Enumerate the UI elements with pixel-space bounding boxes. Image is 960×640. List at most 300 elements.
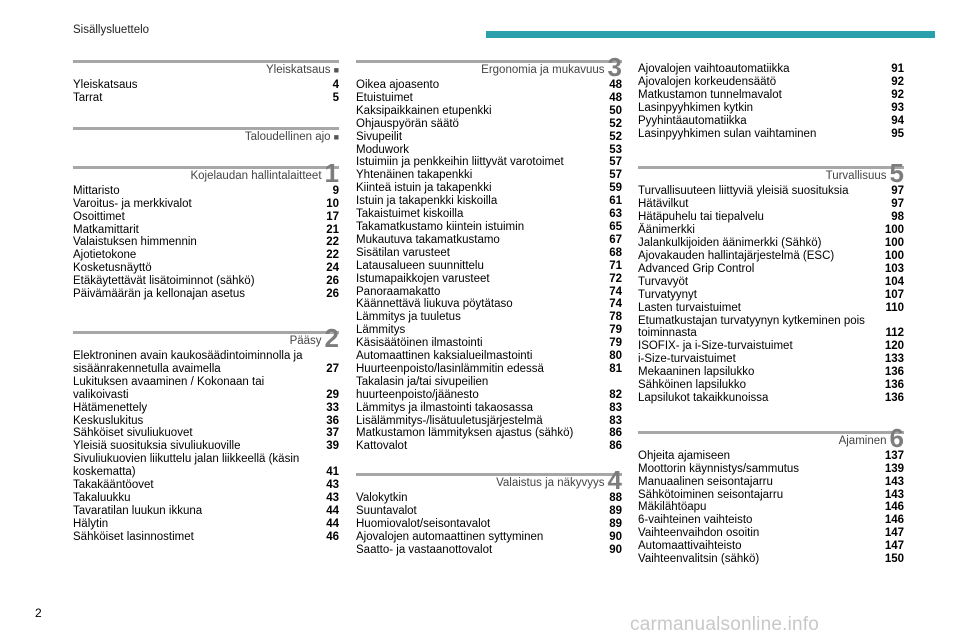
toc-entry-page: 136 xyxy=(884,391,904,404)
toc-entry[interactable] xyxy=(638,540,904,553)
toc-entry[interactable] xyxy=(638,527,904,540)
toc-entry-page: 48 xyxy=(609,79,622,91)
toc-entry-page: 74 xyxy=(609,285,622,298)
toc-entry-page: 24 xyxy=(326,262,339,275)
toc-entry-title: Käsisäätöinen ilmastointi xyxy=(356,337,483,350)
toc-entry-title: Manuaalinen seisontajarru xyxy=(638,475,773,488)
section-heading xyxy=(356,465,622,496)
toc-entry[interactable] xyxy=(356,92,622,105)
toc-entry[interactable] xyxy=(356,440,622,453)
toc-entry-title: Mukautuva takamatkustamo xyxy=(356,233,500,246)
toc-entry[interactable] xyxy=(73,518,339,531)
toc-entry-title: Saatto- ja vastaanottovalot xyxy=(356,543,493,556)
toc-entry[interactable] xyxy=(73,236,339,249)
toc-entry-page: 100 xyxy=(884,249,904,262)
toc-entry-page: 136 xyxy=(884,366,904,379)
section-heading xyxy=(73,157,339,188)
toc-entry[interactable] xyxy=(356,402,622,415)
toc-entry-page: 78 xyxy=(609,311,622,324)
toc-entry-title: Istuimiin ja penkkeihin liittyvät varotoimet xyxy=(356,156,564,169)
toc-entry-title: Istuin ja takapenkki kiskoilla xyxy=(356,195,498,208)
section-title: Yleiskatsaus xyxy=(266,64,331,76)
toc-entry[interactable] xyxy=(638,185,904,198)
toc-entry-page: 104 xyxy=(884,275,904,288)
toc-entry[interactable] xyxy=(73,92,339,105)
toc-entry-page: 92 xyxy=(891,75,904,88)
toc-entry-page: 17 xyxy=(326,210,339,223)
section-title: Taloudellinen ajo xyxy=(244,130,331,143)
toc-entry-page: 143 xyxy=(884,475,904,488)
toc-entry-page: 37 xyxy=(326,427,339,440)
toc-entry-title: Varoitus- ja merkkivalot xyxy=(73,197,192,210)
toc-entry[interactable] xyxy=(73,427,339,440)
toc-entry[interactable] xyxy=(356,247,622,260)
toc-entry-page: 46 xyxy=(326,530,339,543)
toc-entry[interactable] xyxy=(73,249,339,262)
page-number: 2 xyxy=(35,606,42,620)
toc-entry-title: Ohjeita ajamiseen xyxy=(638,449,731,462)
toc-entry[interactable] xyxy=(638,489,904,502)
toc-entry[interactable] xyxy=(356,492,622,505)
toc-entry[interactable] xyxy=(356,260,622,273)
toc-entry-page: 100 xyxy=(884,237,904,250)
toc-entry[interactable] xyxy=(356,156,622,169)
toc-entry[interactable] xyxy=(638,237,904,250)
toc-entry-page: 9 xyxy=(332,184,339,197)
toc-entry-page: 139 xyxy=(884,462,904,475)
toc-entry-page: 133 xyxy=(884,353,904,366)
toc-entry-page: 43 xyxy=(326,491,339,504)
toc-entry-title: Hätävilkut xyxy=(638,198,689,211)
toc-entry[interactable] xyxy=(638,514,904,527)
toc-entry[interactable] xyxy=(356,531,622,544)
toc-entry-title: Mäkilähtöapu xyxy=(638,501,707,514)
toc-entry-page: 147 xyxy=(884,540,904,553)
toc-entry[interactable] xyxy=(356,234,622,247)
toc-entry-title: Huurteenpoisto/lasinlämmitin edessä xyxy=(356,362,544,375)
toc-entry[interactable] xyxy=(638,289,904,302)
toc-entry[interactable] xyxy=(356,182,622,195)
toc-entry-title: Äänimerkki xyxy=(638,224,695,237)
toc-entry-page: 143 xyxy=(884,488,904,501)
toc-entry-title: Automaattinen kaksialueilmastointi xyxy=(356,350,533,363)
toc-entry-page: 26 xyxy=(326,288,339,301)
toc-entry-page: 136 xyxy=(884,379,904,392)
toc-entry-page: 95 xyxy=(891,127,904,140)
toc-entry-title: Vaihteenvalitsin (sähkö) xyxy=(638,553,760,566)
section-number: 3 xyxy=(607,52,622,82)
toc-entry[interactable] xyxy=(356,363,622,376)
toc-entry-title: Etuistuimet xyxy=(356,91,413,104)
section-number: 2 xyxy=(324,322,339,353)
toc-entry[interactable] xyxy=(356,131,622,144)
toc-entry[interactable] xyxy=(638,353,904,366)
toc-entry[interactable] xyxy=(638,302,904,315)
toc-entry[interactable] xyxy=(356,169,622,182)
toc-entry-page: 88 xyxy=(609,492,622,505)
toc-entry-page: 65 xyxy=(609,220,622,233)
toc-entry[interactable] xyxy=(73,224,339,237)
toc-entry-title: Ajotietokone xyxy=(73,249,137,262)
toc-entry[interactable] xyxy=(356,427,622,440)
section-heading xyxy=(356,52,622,82)
toc-entry-title: Turvallisuuteen liittyviä yleisiä suosituksia xyxy=(638,185,849,198)
toc-entry-title: Takaluukku xyxy=(73,491,131,504)
toc-entry-title: Tavaratilan luukun ikkuna xyxy=(73,504,203,517)
toc-entry-title: Lasinpyyhkimen sulan vaihtaminen xyxy=(638,127,817,140)
toc-entry-title: Pyyhintäautomatiikka xyxy=(638,114,747,127)
toc-entry-page: 67 xyxy=(609,233,622,246)
toc-entry-title: Lisälämmitys-/lisätuuletusjärjestelmä xyxy=(356,414,543,427)
toc-entry-title: Turvatyynyt xyxy=(638,288,698,301)
toc-entry-page: 89 xyxy=(609,518,622,531)
toc-entry[interactable] xyxy=(356,376,622,402)
toc-entry[interactable] xyxy=(73,415,339,428)
toc-entry[interactable] xyxy=(73,531,339,544)
toc-entry-page: 147 xyxy=(884,527,904,540)
toc-entry[interactable] xyxy=(356,350,622,363)
toc-entry[interactable] xyxy=(638,76,904,89)
toc-entry-page: 22 xyxy=(326,249,339,262)
toc-entry[interactable] xyxy=(356,298,622,311)
toc-entry-title: Automaattivaihteisto xyxy=(638,540,742,553)
toc-column-1 xyxy=(73,60,339,574)
toc-entry-page: 52 xyxy=(609,130,622,143)
toc-entry-page: 27 xyxy=(326,362,339,375)
toc-entry-page: 57 xyxy=(609,169,622,182)
toc-entry[interactable] xyxy=(356,195,622,208)
toc-section xyxy=(638,63,904,140)
section-title: Ergonomia ja mukavuus xyxy=(481,64,605,76)
toc-entry-page: 110 xyxy=(885,301,904,314)
toc-entry[interactable] xyxy=(356,337,622,350)
toc-entry-title: Kiinteä istuin ja takapenkki xyxy=(356,182,492,195)
toc-entry[interactable] xyxy=(638,476,904,489)
toc-entry[interactable] xyxy=(356,79,622,92)
section-title: Ajaminen xyxy=(838,434,887,447)
toc-entry[interactable] xyxy=(356,118,622,131)
toc-entry[interactable] xyxy=(73,402,339,415)
toc-entry-page: 63 xyxy=(609,208,622,221)
toc-entry-title: ISOFIX- ja i-Size-turvaistuimet xyxy=(638,340,793,353)
toc-entry[interactable] xyxy=(638,102,904,115)
toc-section xyxy=(356,465,622,557)
toc-entry-title: Kaksipaikkainen etupenkki xyxy=(356,104,492,117)
toc-entry-title: Yleiskatsaus xyxy=(73,79,138,91)
toc-entry[interactable] xyxy=(73,440,339,453)
toc-section xyxy=(638,422,904,566)
toc-entry[interactable] xyxy=(73,350,339,376)
toc-entry-page: 86 xyxy=(609,427,622,440)
toc-entry-page: 71 xyxy=(609,259,622,272)
toc-entry-title: Tarrat xyxy=(73,91,103,104)
toc-entry-title: Advanced Grip Control xyxy=(638,262,755,275)
toc-entry-page: 97 xyxy=(891,185,904,198)
toc-entry-title: Ajovakauden hallintajärjestelmä (ESC) xyxy=(638,249,835,262)
toc-entry-page: 94 xyxy=(891,114,904,127)
toc-entry-title: Sähkötoiminen seisontajarru xyxy=(638,488,784,501)
toc-entry-page: 137 xyxy=(884,449,904,462)
toc-entry-title: Päivämäärän ja kellonajan asetus xyxy=(73,288,245,301)
toc-entry-page: 26 xyxy=(326,275,339,288)
toc-entry-title: Sähköinen lapsilukko xyxy=(638,379,747,392)
toc-entry-page: 97 xyxy=(891,198,904,211)
toc-entry-title: Lämmitys ja ilmastointi takaosassa xyxy=(356,401,534,414)
toc-entry[interactable] xyxy=(638,89,904,102)
section-number: 4 xyxy=(607,465,622,496)
toc-entry-page: 36 xyxy=(326,414,339,427)
toc-entry-page: 68 xyxy=(609,246,622,259)
toc-entry-page: 59 xyxy=(609,182,622,195)
section-heading xyxy=(73,322,339,353)
toc-entry-title: Hätämenettely xyxy=(73,401,148,414)
toc-entry-title: Matkustamon tunnelmavalot xyxy=(638,88,782,101)
toc-entry[interactable] xyxy=(73,79,339,92)
toc-entry[interactable] xyxy=(638,224,904,237)
toc-section xyxy=(638,158,904,404)
toc-entry-page: 90 xyxy=(609,531,622,543)
toc-entry-title: Matkamittarit xyxy=(73,223,139,236)
toc-entry-page: 4 xyxy=(332,79,339,91)
toc-entry[interactable] xyxy=(638,250,904,263)
toc-entry[interactable] xyxy=(638,276,904,289)
toc-entry-page: 79 xyxy=(609,337,622,350)
toc-entry-title: Lasten turvaistuimet xyxy=(638,301,741,314)
toc-entry[interactable] xyxy=(638,553,904,566)
toc-entry-page: 5 xyxy=(332,91,339,104)
toc-entry-page: 93 xyxy=(891,101,904,114)
toc-entry-title: Lämmitys ja tuuletus xyxy=(356,311,461,324)
toc-entry-title: Kosketusnäyttö xyxy=(73,262,152,275)
header-accent-bar xyxy=(486,31,935,38)
toc-entry-page: 44 xyxy=(326,517,339,530)
toc-entry-page: 48 xyxy=(609,91,622,104)
toc-entry-page: 83 xyxy=(609,401,622,414)
toc-entry-page: 107 xyxy=(884,288,904,301)
toc-entry-title: Jalankulkijoiden äänimerkki (Sähkö) xyxy=(638,237,822,250)
toc-entry-title: Takakääntöovet xyxy=(73,479,154,492)
toc-entry-title: Vaihteenvaihdon osoitin xyxy=(638,527,760,540)
toc-entry[interactable] xyxy=(356,144,622,157)
toc-entry-title: Kattovalot xyxy=(356,440,408,453)
toc-entry-title: Suuntavalot xyxy=(356,505,417,518)
toc-entry[interactable] xyxy=(73,185,339,198)
toc-entry[interactable] xyxy=(638,128,904,141)
toc-entry-page: 22 xyxy=(326,236,339,249)
section-number: 6 xyxy=(889,422,904,453)
toc-entry-title: Mittaristo xyxy=(73,184,120,197)
toc-entry[interactable] xyxy=(73,211,339,224)
toc-entry-page: 146 xyxy=(884,501,904,514)
section-heading xyxy=(73,130,339,144)
toc-entry-title: Hätäpuhelu tai tiepalvelu xyxy=(638,211,764,224)
toc-entry-title: 6-vaihteinen vaihteisto xyxy=(638,514,753,527)
toc-entry[interactable] xyxy=(73,262,339,275)
toc-entry-title: Lasinpyyhkimen kytkin xyxy=(638,101,754,114)
toc-entry-page: 39 xyxy=(326,440,339,453)
toc-entry-page: 112 xyxy=(885,327,904,340)
toc-entry-page: 79 xyxy=(609,324,622,337)
toc-entry-title: Sivuliukuovien liikuttelu jalan liikkeellä (käsin koskematta) xyxy=(73,453,300,479)
toc-entry-page: 89 xyxy=(609,505,622,518)
toc-entry[interactable] xyxy=(356,324,622,337)
toc-entry-title: Valokytkin xyxy=(356,492,408,505)
toc-entry[interactable] xyxy=(638,450,904,463)
toc-entry-page: 61 xyxy=(609,195,622,208)
section-heading xyxy=(73,63,339,77)
toc-entry[interactable] xyxy=(73,505,339,518)
toc-entry[interactable] xyxy=(638,501,904,514)
toc-entry[interactable] xyxy=(638,379,904,392)
toc-entry[interactable] xyxy=(638,463,904,476)
toc-entry-page: 21 xyxy=(326,223,339,236)
toc-entry-page: 41 xyxy=(326,466,339,479)
toc-entry-title: Valaistuksen himmennin xyxy=(73,236,197,249)
toc-entry[interactable] xyxy=(638,115,904,128)
toc-entry-page: 83 xyxy=(609,414,622,427)
toc-entry-title: Lämmitys xyxy=(356,324,406,337)
toc-entry-title: Takaistuimet kiskoilla xyxy=(356,208,464,221)
toc-entry-title: Keskuslukitus xyxy=(73,414,144,427)
toc-section xyxy=(73,60,339,105)
toc-entry-title: Sähköiset lasinnostimet xyxy=(73,530,194,543)
toc-column-2 xyxy=(356,52,622,587)
toc-entry-title: Ajovalojen automaattinen syttyminen xyxy=(356,531,544,543)
toc-entry-title: Latausalueen suunnittelu xyxy=(356,259,484,272)
toc-entry[interactable] xyxy=(356,105,622,118)
section-number: 5 xyxy=(889,158,904,189)
section-heading xyxy=(638,158,904,189)
toc-entry-page: 98 xyxy=(891,211,904,224)
toc-entry-page: 86 xyxy=(609,440,622,453)
toc-entry-title: Moduwork xyxy=(356,143,410,156)
toc-entry-title: Ajovalojen vaihtoautomatiikka xyxy=(638,63,790,75)
toc-section xyxy=(356,52,622,453)
toc-entry-page: 81 xyxy=(609,362,622,375)
section-title: Turvallisuus xyxy=(825,170,887,183)
toc-entry-page: 53 xyxy=(609,143,622,156)
toc-entry-title: i-Size-turvaistuimet xyxy=(638,353,736,366)
section-number: 1 xyxy=(324,157,339,188)
toc-entry[interactable] xyxy=(638,198,904,211)
toc-entry-page: 10 xyxy=(326,197,339,210)
toc-entry[interactable] xyxy=(73,453,339,479)
toc-entry-title: Etäkäytettävät lisätoiminnot (sähkö) xyxy=(73,275,255,288)
toc-entry-page: 90 xyxy=(609,543,622,556)
toc-entry[interactable] xyxy=(73,479,339,492)
toc-entry-page: 50 xyxy=(609,104,622,117)
toc-entry-page: 146 xyxy=(884,514,904,527)
running-header: Sisällysluettelo xyxy=(73,24,150,36)
section-title: Kojelaudan hallintalaitteet xyxy=(190,169,322,182)
toc-entry-title: Oikea ajoasento xyxy=(356,79,440,91)
toc-entry-title: Lapsilukot takaikkunoissa xyxy=(638,391,769,404)
toc-entry-title: Ohjauspyörän säätö xyxy=(356,117,459,130)
toc-entry-page: 82 xyxy=(609,388,622,401)
toc-entry[interactable] xyxy=(356,544,622,557)
toc-entry[interactable] xyxy=(356,208,622,221)
toc-section xyxy=(73,127,339,144)
toc-entry-title: Istumapaikkojen varusteet xyxy=(356,272,490,285)
toc-entry[interactable] xyxy=(356,286,622,299)
toc-entry[interactable] xyxy=(73,288,339,301)
toc-entry-title: Mekaaninen lapsilukko xyxy=(638,366,755,379)
watermark: carmanualsonline.info xyxy=(630,614,820,635)
toc-entry-page: 92 xyxy=(891,88,904,101)
section-title: Pääsy xyxy=(289,334,322,347)
toc-entry-title: Huomiovalot/seisontavalot xyxy=(356,518,491,531)
toc-entry-title: Osoittimet xyxy=(73,210,125,223)
toc-entry[interactable] xyxy=(73,198,339,211)
toc-entry-title: Sähköiset sivuliukuovet xyxy=(73,427,193,440)
toc-entry-page: 57 xyxy=(609,156,622,169)
toc-entry-title: Etumatkustajan turvatyynyn kytkeminen pois toiminnasta xyxy=(638,314,865,340)
toc-entry-page: 74 xyxy=(609,298,622,311)
toc-entry-title: Turvavyöt xyxy=(638,275,689,288)
toc-entry-page: 91 xyxy=(891,63,904,75)
toc-entry-page: 43 xyxy=(326,479,339,492)
section-heading xyxy=(638,422,904,453)
toc-entry-page: 72 xyxy=(609,272,622,285)
toc-entry-title: Yhtenäinen takapenkki xyxy=(356,169,473,182)
toc-entry[interactable] xyxy=(638,263,904,276)
toc-entry[interactable] xyxy=(356,221,622,234)
toc-entry[interactable] xyxy=(356,415,622,428)
toc-entry-page: 52 xyxy=(609,117,622,130)
toc-entry[interactable] xyxy=(73,492,339,505)
toc-entry-page: 29 xyxy=(326,388,339,401)
toc-entry[interactable] xyxy=(638,366,904,379)
toc-entry[interactable] xyxy=(638,340,904,353)
toc-entry-title: Ajovalojen korkeudensäätö xyxy=(638,75,777,88)
toc-column-3 xyxy=(638,60,904,596)
toc-entry[interactable] xyxy=(638,211,904,224)
toc-entry-title: Yleisiä suosituksia sivuliukuoville xyxy=(73,440,241,453)
toc-entry[interactable] xyxy=(73,376,339,402)
toc-entry-title: Matkustamon lämmityksen ajastus (sähkö) xyxy=(356,427,574,440)
toc-entry-title: Takalasin ja/tai sivupeilien huurteenpoisto/jäänesto xyxy=(356,375,489,401)
section-square-icon: ■ xyxy=(333,65,339,75)
toc-section xyxy=(73,157,339,301)
toc-entry[interactable] xyxy=(73,275,339,288)
toc-entry-title: Sivupeilit xyxy=(356,130,403,143)
toc-entry-title: Moottorin käynnistys/sammutus xyxy=(638,462,800,475)
toc-entry[interactable] xyxy=(638,392,904,405)
section-title: Valaistus ja näkyvyys xyxy=(496,477,605,490)
toc-entry-page: 103 xyxy=(884,262,904,275)
toc-entry-title: Panoraamakatto xyxy=(356,285,441,298)
toc-entry[interactable] xyxy=(356,311,622,324)
toc-entry-title: Käännettävä liukuva pöytätaso xyxy=(356,298,513,311)
toc-entry-title: Hälytin xyxy=(73,517,109,530)
section-square-icon: ■ xyxy=(333,131,339,142)
toc-entry-title: Lukituksen avaaminen / Kokonaan tai valikoivasti xyxy=(73,375,265,401)
toc-entry-title: Sisätilan varusteet xyxy=(356,246,450,259)
toc-entry[interactable] xyxy=(356,273,622,286)
toc-entry-page: 33 xyxy=(326,401,339,414)
toc-entry-page: 80 xyxy=(609,350,622,363)
toc-entry-title: Elektroninen avain kaukosäädintoiminnolla ja sisäänrakennetulla avaimella xyxy=(73,349,303,375)
toc-entry-page: 120 xyxy=(884,340,904,353)
toc-entry-page: 150 xyxy=(884,553,904,566)
toc-entry[interactable] xyxy=(356,505,622,518)
toc-entry-page: 100 xyxy=(884,224,904,237)
toc-entry[interactable] xyxy=(638,315,904,341)
toc-entry-title: Takamatkustamo kiintein istuimin xyxy=(356,220,525,233)
toc-section xyxy=(73,322,339,544)
toc-entry[interactable] xyxy=(638,63,904,76)
toc-entry[interactable] xyxy=(356,518,622,531)
